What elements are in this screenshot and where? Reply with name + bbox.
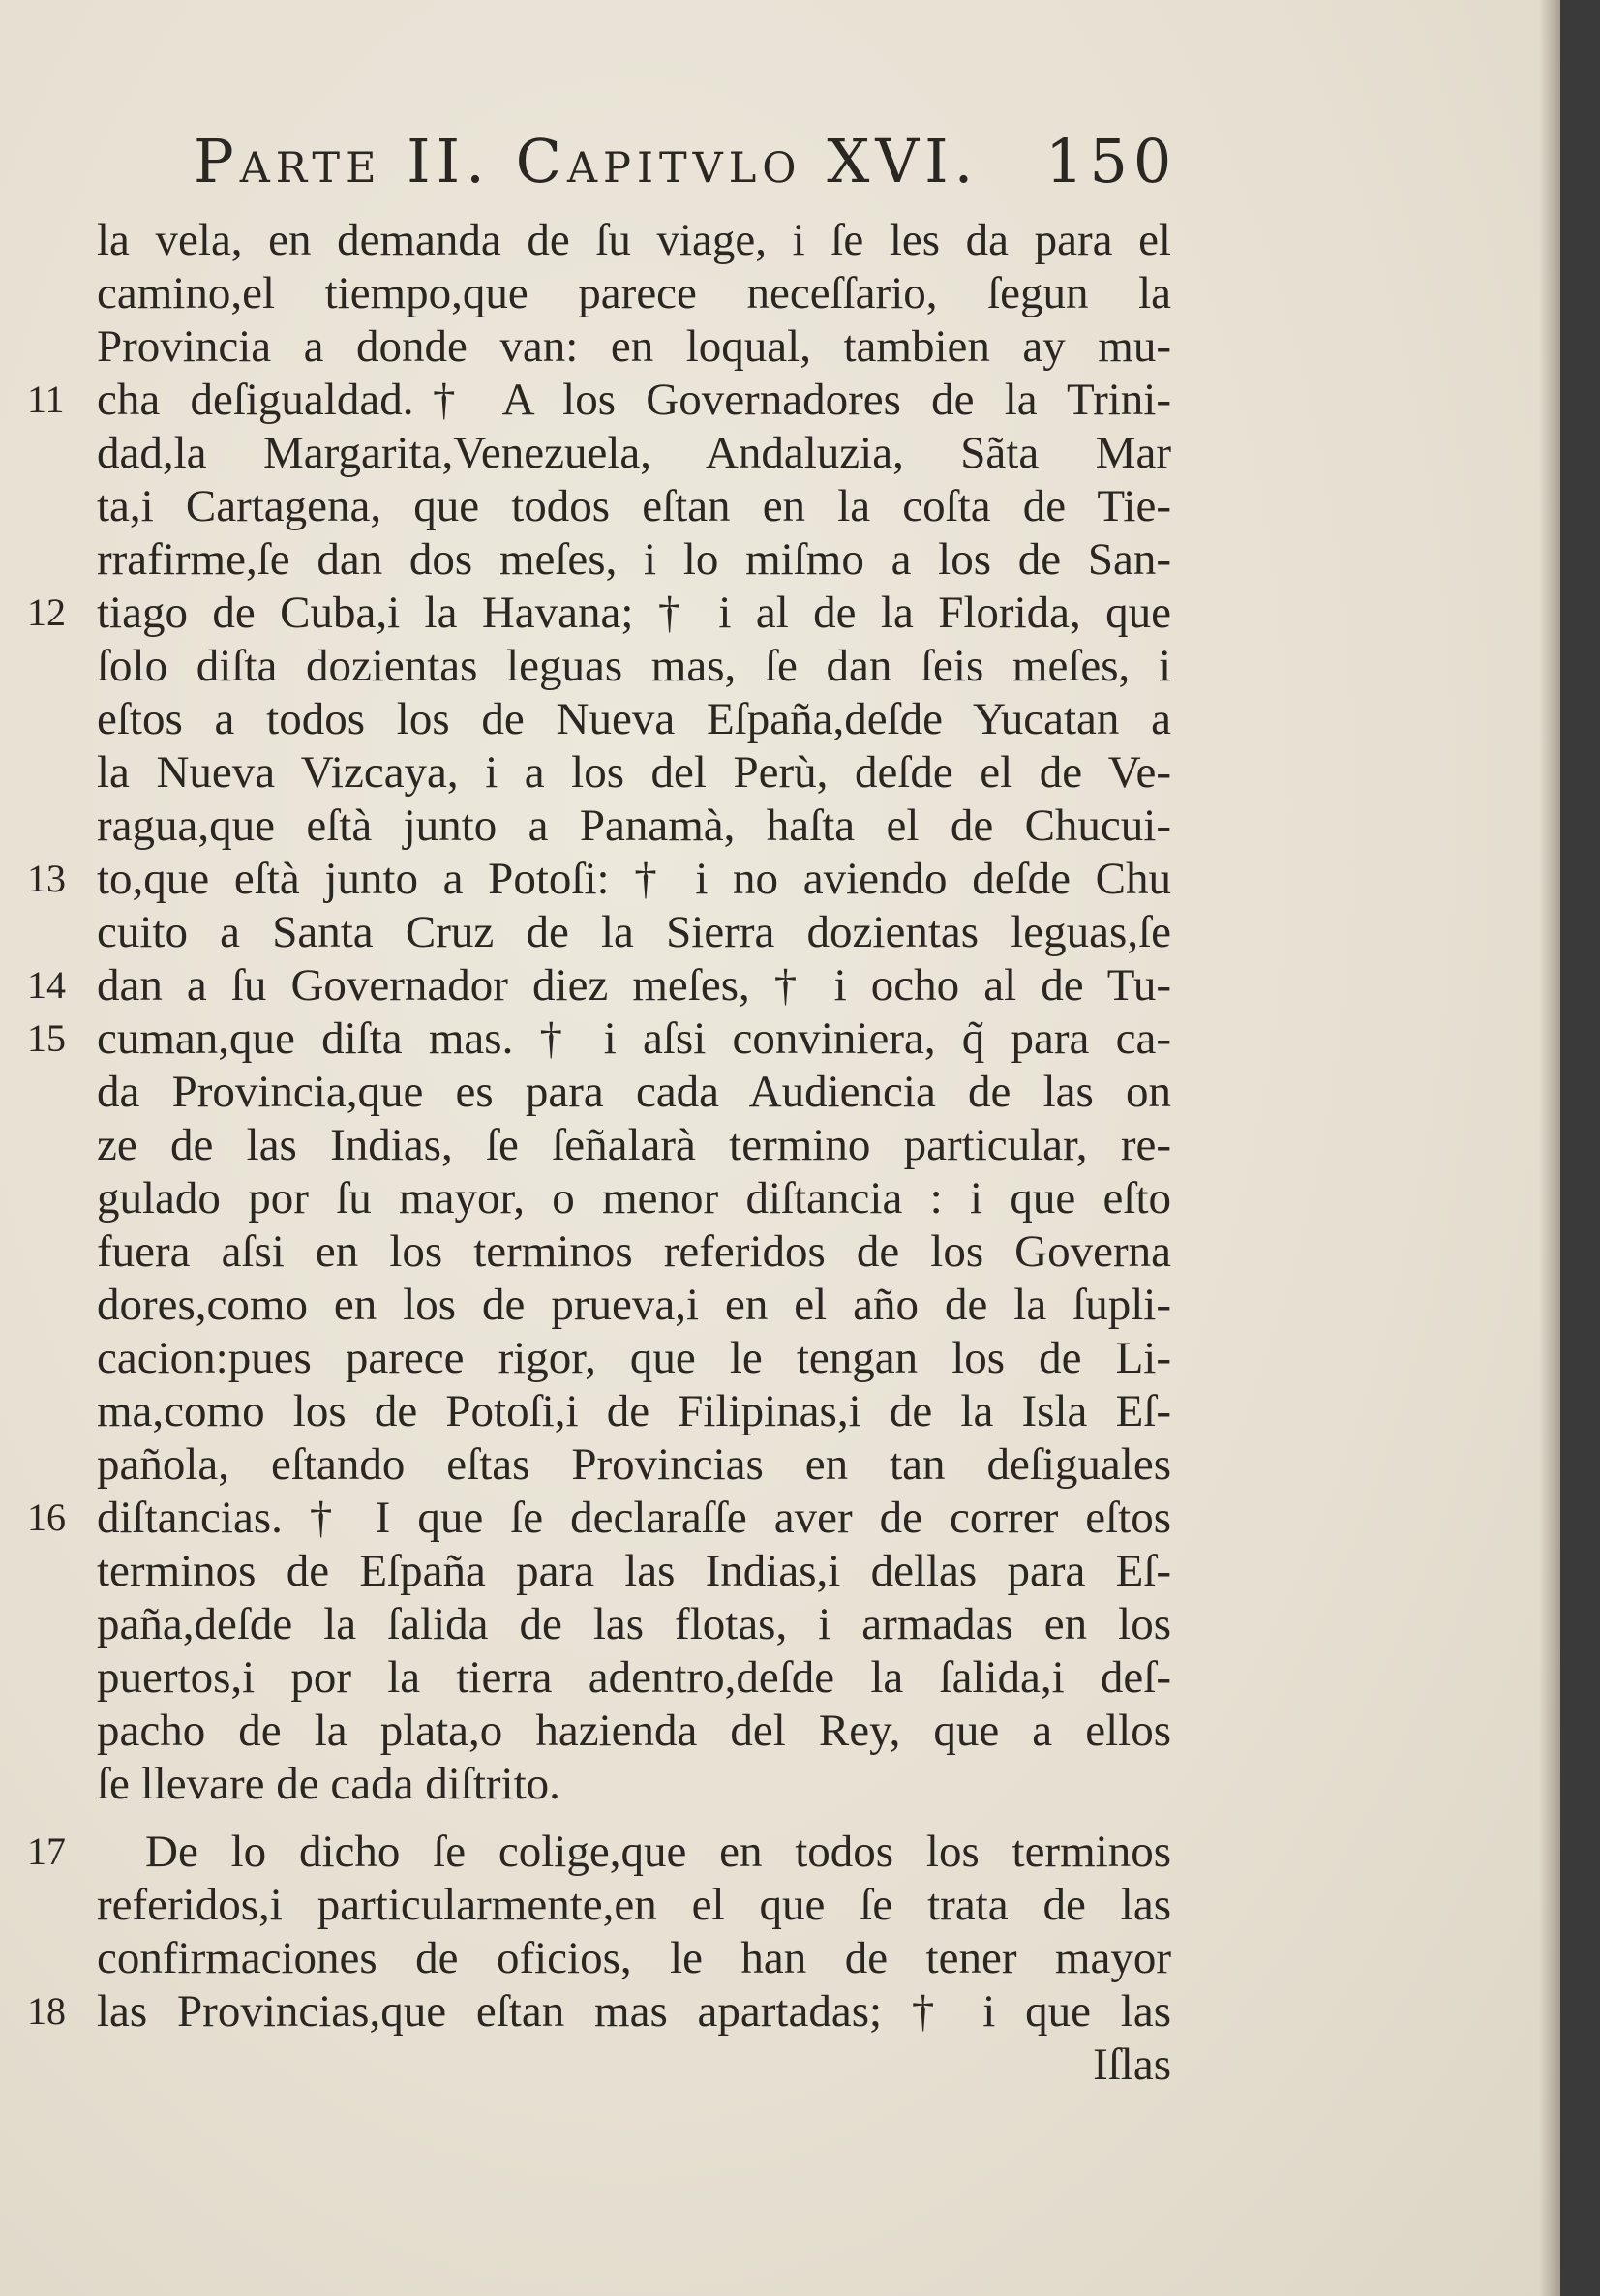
margin-number: 16	[27, 1495, 66, 1539]
text-line: eſtos a todos los de Nueva Eſpaña,deſde Yucatan a	[97, 694, 1171, 744]
text-line: cuito a Santa Cruz de la Sierra dozientas leguas,ſe	[97, 907, 1171, 957]
text-line: dores,como en los de prueva,i en el año de la ſupli-	[97, 1280, 1171, 1330]
text-line: referidos,i particularmente,en el que ſe trata de las	[97, 1880, 1171, 1930]
running-head	[194, 126, 1178, 203]
text-line: ze de las Indias, ſe ſeñalarà termino particular, re-	[97, 1120, 1171, 1170]
text-line: tiago de Cuba,i la Havana; † i al de la Florida, que	[97, 588, 1171, 638]
text-line: camino,el tiempo,que parece neceſſario, ſegun la	[97, 268, 1171, 318]
text-line: diſtancias. † I que ſe declaraſſe aver de correr eſtos	[97, 1493, 1171, 1543]
text-line: ta,i Cartagena, que todos eſtan en la coſta de Tie-	[97, 481, 1171, 531]
text-line: ſolo diſta dozientas leguas mas, ſe dan ſeis meſes, i	[97, 641, 1171, 691]
text-line: gulado por ſu mayor, o menor diſtancia : i que eſto	[97, 1173, 1171, 1224]
text-line: ragua,que eſtà junto a Panamà, haſta el de Chucui-	[97, 801, 1171, 851]
scan-border	[1560, 0, 1600, 2296]
text-line: cuman,que diſta mas. † i aſsi conviniera, q̃ para ca-	[97, 1013, 1171, 1064]
text-line: confirmaciones de oficios, le han de tener mayor	[97, 1933, 1171, 1983]
page-number: 150	[1045, 126, 1178, 196]
text-line: paña,deſde la ſalida de las flotas, i armadas en los	[97, 1599, 1171, 1649]
margin-number: 14	[27, 963, 66, 1007]
catchword: Iſlas	[1093, 2039, 1171, 2090]
margin-number: 18	[27, 1989, 66, 2033]
text-line: cha deſigualdad.† A los Governadores de la Trini-	[97, 375, 1171, 425]
page-edge-shadow	[1539, 0, 1560, 2296]
text-line: la Nueva Vizcaya, i a los del Perù, deſde el de Ve-	[97, 747, 1171, 798]
margin-number: 17	[27, 1829, 66, 1873]
text-line: rrafirme,ſe dan dos meſes, i lo miſmo a los de San-	[97, 534, 1171, 585]
text-line: puertos,i por la tierra adentro,deſde la ſalida,i deſ-	[97, 1652, 1171, 1703]
text-line: pacho de la plata,o hazienda del Rey, que a ellos	[97, 1706, 1171, 1756]
text-line: Provincia a donde van: en loqual, tambien ay mu-	[97, 321, 1171, 372]
text-line: ſe llevare de cada diſtrito.	[97, 1759, 560, 1809]
margin-number: 11	[27, 378, 65, 421]
margin-number: 13	[27, 857, 66, 900]
text-line: pañola, eſtando eſtas Provincias en tan deſiguales	[97, 1439, 1171, 1490]
text-line: las Provincias,que eſtan mas apartadas; † i que las	[97, 1986, 1171, 2037]
running-head-title: Parte II. Capitvlo XVI.	[194, 126, 980, 196]
text-line: fuera aſsi en los terminos referidos de los Governa	[97, 1226, 1171, 1277]
margin-number: 12	[27, 590, 66, 634]
text-line: De lo dicho ſe colige,que en todos los terminos	[145, 1827, 1171, 1877]
margin-number: 15	[27, 1016, 66, 1060]
text-line: dan a ſu Governador diez meſes, † i ocho al de Tu-	[97, 960, 1171, 1011]
text-line: la vela, en demanda de ſu viage, i ſe les da para el	[97, 215, 1171, 265]
text-line: dad,la Margarita,Venezuela, Andaluzia, Sãta Mar	[97, 428, 1171, 478]
text-line: ma,como los de Potoſi,i de Filipinas,i de la Isla Eſ-	[97, 1386, 1171, 1436]
text-line: to,que eſtà junto a Potoſi: † i no aviendo deſde Chu	[97, 854, 1171, 904]
text-line: da Provincia,que es para cada Audiencia de las on	[97, 1067, 1171, 1117]
text-line: terminos de Eſpaña para las Indias,i dellas para Eſ-	[97, 1546, 1171, 1596]
text-line: cacion:pues parece rigor, que le tengan los de Li-	[97, 1333, 1171, 1383]
